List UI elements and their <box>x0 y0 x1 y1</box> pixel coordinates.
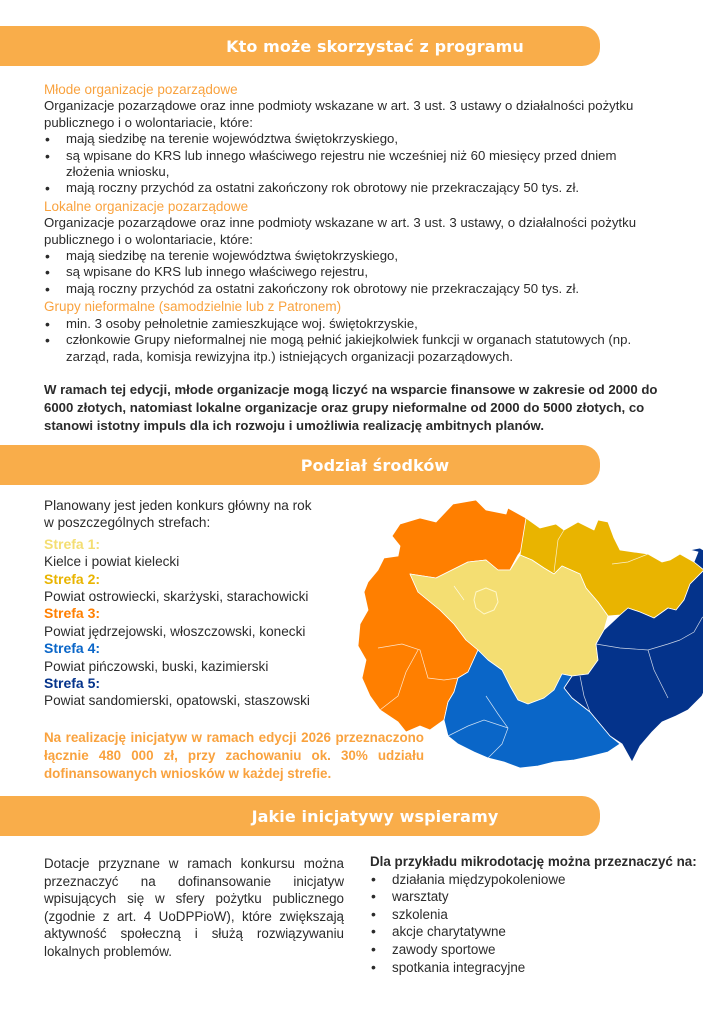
group-heading: Grupy nieformalne (samodzielnie lub z Patronem) <box>44 299 342 315</box>
group-young-ngos <box>44 82 694 197</box>
zone-areas: Powiat sandomierski, opatowski, staszowski <box>44 693 310 709</box>
examples-list <box>370 871 700 977</box>
list-item: • członkowie Grupy nieformalnej nie mogą pełnić jakiejkolwiek funkcji w organach statutowych (np. zarząd, rada, komisja rewizyjna itp.) istniejących organizacji pozarządowych. <box>44 332 664 365</box>
zone-item <box>44 571 374 606</box>
list-item: • mają roczny przychód za ostatni zakończony rok obrotowy nie przekraczający 50 tys. zł. <box>44 281 694 297</box>
zone-item <box>44 675 374 710</box>
zone-item <box>44 536 374 571</box>
section-title: Kto może skorzystać z programu <box>226 36 524 56</box>
list-item: • szkolenia <box>370 906 700 924</box>
eligibility-section <box>44 82 694 365</box>
list-item: • zawody sportowe <box>370 941 700 959</box>
zone-areas: Powiat ostrowiecki, skarżyski, starachowicki <box>44 589 309 605</box>
examples-block <box>370 853 700 976</box>
list-item: • mają siedzibę na terenie województwa świętokrzyskiego, <box>44 248 694 264</box>
criteria-list <box>44 248 694 297</box>
group-heading: Młode organizacje pozarządowe <box>44 82 238 97</box>
group-intro: Organizacje pozarządowe oraz inne podmioty wskazane w art. 3 ust. 3 ustawy, o działalności pożytku publicznego i o wolontariacie, które: <box>44 215 637 247</box>
section-banner-eligibility <box>0 26 600 66</box>
allocation-note: Na realizację inicjatyw w ramach edycji 2026 przeznaczono łącznie 480 000 zł, przy zachowaniu ok. 30% udziału dofinansowanych wniosków w każdej strefie. <box>44 730 424 781</box>
zone-label: Strefa 2: <box>44 570 101 587</box>
criteria-list <box>44 316 664 365</box>
group-local-ngos <box>44 199 694 297</box>
zone-areas: Powiat jędrzejowski, włoszczowski, konecki <box>44 623 306 639</box>
zone-areas: Powiat pińczowski, buski, kazimierski <box>44 658 269 674</box>
list-item: • akcje charytatywne <box>370 923 700 941</box>
criteria-list <box>44 131 684 197</box>
zones-list <box>44 497 374 710</box>
list-item: • działania międzypokoleniowe <box>370 871 700 889</box>
group-heading: Lokalne organizacje pozarządowe <box>44 198 249 214</box>
zones-intro: Planowany jest jeden konkurs główny na rok w poszczególnych strefach: <box>44 498 312 531</box>
group-intro: Organizacje pozarządowe oraz inne podmioty wskazane w art. 3 ust. 3 ustawy o działalności pożytku publicznego i o wolontariacie, które: <box>44 98 634 130</box>
list-item: • mają roczny przychód za ostatni zakończony rok obrotowy nie przekraczający 50 tys. zł. <box>44 180 684 196</box>
zone-label: Strefa 4: <box>44 640 101 657</box>
zone-label: Strefa 3: <box>44 605 101 622</box>
zone-label: Strefa 1: <box>44 535 101 552</box>
region-zones-map <box>358 500 703 770</box>
section-banner-allocation <box>0 445 600 485</box>
group-informal <box>44 299 694 365</box>
list-item: • min. 3 osoby pełnoletnie zamieszkujące woj. świętokrzyskie, <box>44 316 664 332</box>
list-item: • są wpisane do KRS lub innego właściwego rejestru, <box>44 264 694 280</box>
funding-note: W ramach tej edycji, młode organizacje mogą liczyć na wsparcie finansowe w zakresie od 2000 do 6000 złotych, natomiast lokalne organizacje oraz grupy nieformalne od 2000 do 5000 złotych, co stanowi istotny impuls dla ich rozwoju i umożliwia realizację ambitnych planów. <box>44 382 658 433</box>
zone-areas: Kielce i powiat kielecki <box>44 554 180 570</box>
section-title: Jakie inicjatywy wspieramy <box>251 806 499 826</box>
zone-item <box>44 640 374 675</box>
list-item: • mają siedzibę na terenie województwa świętokrzyskiego, <box>44 131 684 147</box>
zone-item <box>44 605 374 640</box>
initiatives-description: Dotacje przyznane w ramach konkursu można przeznaczyć na dofinansowanie inicjatyw wpisujących się w sfery pożytku publicznego (zgodnie z art. 4 UoDPPioW), które zwiększają aktywność społeczną i służą rozwiązywaniu lokalnych problemów. <box>44 856 344 959</box>
list-item: • są wpisane do KRS lub innego właściwego rejestru nie wcześniej niż 60 miesięcy przed dniem złożenia wniosku, <box>44 148 666 181</box>
examples-heading: Dla przykładu mikrodotację można przeznaczyć na: <box>370 854 697 869</box>
list-item: • spotkania integracyjne <box>370 959 700 977</box>
section-title: Podział środków <box>300 455 450 475</box>
list-item: • warsztaty <box>370 888 700 906</box>
section-banner-initiatives <box>0 796 600 836</box>
zone-label: Strefa 5: <box>44 675 101 692</box>
